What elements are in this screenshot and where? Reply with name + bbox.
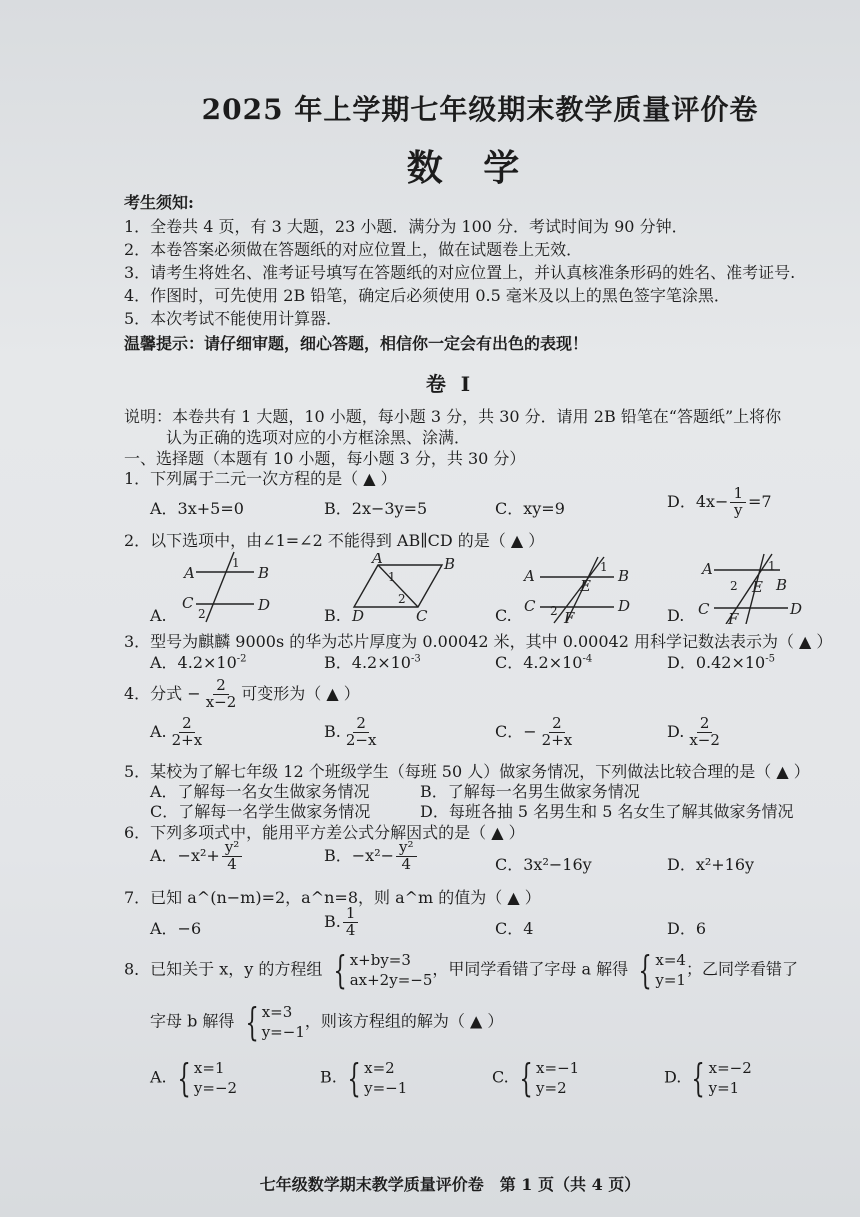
- q2-figure-b: [346, 553, 466, 627]
- q2-figure-d: [698, 552, 808, 628]
- q7-b-den: 4: [345, 920, 356, 939]
- fig-label-d: D: [790, 600, 803, 618]
- q3-c-exp: -4: [582, 653, 593, 665]
- q3-b-base: B．4.2×10: [324, 653, 411, 672]
- q2-option-c: C.: [495, 606, 512, 625]
- q3-b-exp: -3: [410, 653, 421, 665]
- q7-b-num: 1: [343, 906, 359, 923]
- page-footer: 七年级数学期末教学质量评价卷 第 1 页（共 4 页）: [259, 1175, 641, 1194]
- q8-line2-post: ，则该方程组的解为（ ▲ ）: [304, 1011, 504, 1031]
- q2-figure-c: [520, 553, 640, 629]
- q8-opt-row: x=2: [364, 1059, 395, 1077]
- q8-sys-row: ax+2y=−5: [349, 971, 433, 989]
- q8-opt-row: y=1: [708, 1079, 740, 1097]
- q8-a-solution: { x=4 y=1: [638, 948, 686, 992]
- q6-b-fraction: [396, 840, 417, 873]
- fig-label-c: C: [416, 607, 428, 623]
- q7-b-label: B.: [324, 911, 341, 931]
- angle-1-label: 1: [388, 570, 396, 584]
- q4-c-label: C．−: [495, 721, 537, 741]
- q6-b-base: B．−x²−: [324, 845, 395, 865]
- q6-b-num: y²: [396, 840, 417, 857]
- notice-item: 3．请考生将姓名、准考证号填写在答题纸的对应位置上，并认真核准条形码的姓名、准考证号.: [124, 263, 796, 282]
- q4-option-a: [150, 716, 207, 749]
- q4-option-d: [667, 716, 725, 749]
- q7-option-d: D．6: [667, 919, 707, 938]
- fig-label-b: B: [258, 564, 270, 582]
- q6-a-fraction: [222, 840, 243, 873]
- q4-a-num: 2: [179, 716, 195, 733]
- question-4-stem: [124, 678, 360, 711]
- q8-opt-row: x=1: [193, 1059, 225, 1077]
- q3-d-exp: -5: [765, 653, 775, 665]
- angle-2-label: 2: [550, 604, 558, 618]
- q8-stem-mid: ，甲同学看错了字母 a 解得: [432, 959, 629, 979]
- q8-b-solution: { x=3 y=−1: [244, 1000, 305, 1044]
- q1-d-suffix: =7: [748, 491, 772, 511]
- q8-sys-row: x+by=3: [349, 951, 411, 969]
- q4-d-fraction: [686, 716, 723, 749]
- q8-a-row: y=1: [655, 971, 686, 989]
- exam-title: 2025 年上学期七年级期末教学质量评价卷: [201, 93, 759, 126]
- section-desc: 说明：本卷共有 1 大题，10 小题，每小题 3 分，共 30 分．请用 2B 铅笔在“答题纸”上将你: [124, 407, 782, 426]
- q8-stem-end: ；乙同学看错了: [685, 959, 798, 979]
- q6-a-num: y²: [222, 840, 243, 857]
- q4-den: x−2: [205, 692, 237, 711]
- q4-d-label: D.: [667, 721, 685, 741]
- q8-b-row: y=−1: [261, 1023, 305, 1041]
- fig-label-d: D: [352, 607, 365, 623]
- q8-opt-row: y=2: [536, 1079, 567, 1097]
- q8-system: { x+by=3 ax+2y=−5: [332, 948, 433, 992]
- q3-c-base: C．4.2×10: [495, 653, 583, 672]
- q5-option-c: C．了解每一名学生做家务情况: [150, 802, 371, 821]
- question-7-stem: 7．已知 a^(n−m)=2，a^n=8，则 a^m 的值为（ ▲ ）: [124, 888, 541, 907]
- q8-opt-row: y=−2: [193, 1079, 238, 1097]
- fig-label-f: F: [728, 610, 739, 624]
- question-6-stem: 6．下列多项式中，能用平方差公式分解因式的是（ ▲ ）: [124, 823, 525, 842]
- q6-option-a: [150, 840, 244, 873]
- fig-label-a: A: [184, 564, 195, 582]
- fig-label-d: D: [618, 597, 631, 615]
- q6-b-den: 4: [401, 854, 412, 873]
- q8-a-row: x=4: [655, 951, 686, 969]
- q5-option-b: B．了解每一名男生做家务情况: [420, 782, 640, 801]
- q8-c-system: { x=−1 y=2: [519, 1056, 580, 1100]
- notice-item: 4．作图时，可先使用 2B 铅笔，确定后必须使用 0.5 毫米及以上的黑色签字笔涂黑．: [124, 286, 730, 305]
- q1-d-num: 1: [730, 486, 746, 503]
- question-1-stem: 1．下列属于二元一次方程的是（ ▲ ）: [124, 469, 397, 488]
- q8-d-system: { x=−2 y=1: [691, 1056, 752, 1100]
- q1-option-a: A．3x+5=0: [150, 499, 244, 518]
- q5-option-d: D．每班各抽 5 名男生和 5 名女生了解其做家务情况: [420, 802, 794, 821]
- q4-c-fraction: [539, 716, 576, 749]
- q8-option-d: [664, 1058, 752, 1098]
- q2-figure-a: [176, 550, 286, 629]
- q1-option-b: B．2x−3y=5: [324, 499, 428, 518]
- fig-label-c: C: [698, 600, 710, 618]
- q8-b-label: B.: [320, 1067, 337, 1087]
- q4-b-fraction: [343, 716, 380, 749]
- q4-option-b: [324, 716, 381, 749]
- q7-option-b: [324, 906, 360, 939]
- q1-option-d: [667, 486, 772, 519]
- notice-item: 5．本次考试不能使用计算器．: [124, 309, 343, 328]
- subject-title: 数 学: [406, 147, 534, 189]
- q7-option-a: A．−6: [150, 919, 202, 938]
- q2-option-b: B.: [324, 606, 341, 625]
- notice-heading: 考生须知:: [124, 193, 194, 212]
- q8-opt-row: y=−1: [364, 1079, 408, 1097]
- q4-num: 2: [213, 678, 229, 695]
- fig-label-c: C: [524, 597, 536, 615]
- q4-a-den: 2+x: [171, 730, 203, 749]
- q6-a-den: 4: [227, 854, 237, 873]
- fig-label-e: E: [580, 577, 591, 595]
- q8-b-system: { x=2 y=−1: [347, 1056, 408, 1100]
- q4-d-den: x−2: [689, 730, 720, 749]
- q8-a-label: A.: [150, 1067, 167, 1087]
- fig-label-a: A: [524, 567, 535, 585]
- q8-option-a: [150, 1058, 237, 1098]
- fig-label-b: B: [618, 567, 630, 585]
- q2-option-a: A.: [150, 606, 167, 625]
- q8-stem-pre: 8．已知关于 x，y 的方程组: [124, 959, 323, 979]
- q8-line2-pre: 字母 b 解得: [150, 1011, 235, 1031]
- q1-d-prefix: D．4x−: [667, 491, 729, 511]
- angle-1-label: 1: [600, 560, 608, 574]
- question-2-stem: 2．以下选项中，由∠1=∠2 不能得到 AB∥CD 的是（ ▲ ）: [124, 531, 545, 550]
- q8-d-label: D.: [664, 1067, 682, 1087]
- angle-2-label: 2: [198, 607, 206, 621]
- q8-opt-row: x=−1: [536, 1059, 580, 1077]
- q3-option-a: [150, 650, 247, 673]
- q5-option-a: A．了解每一名女生做家务情况: [150, 782, 370, 801]
- notice-item: 1．全卷共 4 页，有 3 大题，23 小题．满分为 100 分．考试时间为 90 分钟．: [124, 217, 688, 236]
- q8-b-row: x=3: [261, 1003, 293, 1021]
- q4-stem-pre: 4．分式 −: [124, 683, 201, 703]
- section-desc-cont: 认为正确的选项对应的小方框涂黑、涂满．: [166, 428, 471, 447]
- q6-option-c: C．3x²−16y: [495, 855, 592, 874]
- q4-d-num: 2: [697, 716, 713, 733]
- q1-option-c: C．xy=9: [495, 499, 565, 518]
- angle-1-label: 1: [768, 559, 776, 573]
- q7-b-fraction: [343, 906, 359, 939]
- q1-d-fraction: [730, 486, 746, 519]
- q8-option-b: [320, 1058, 407, 1098]
- q6-option-d: D．x²+16y: [667, 855, 755, 874]
- part-heading: 一、选择题（本题有 10 小题，每小题 3 分，共 30 分）: [124, 449, 526, 468]
- fig-label-b: B: [444, 555, 456, 573]
- angle-1-label: 1: [232, 556, 240, 570]
- question-5-stem: 5．某校为了解七年级 12 个班级学生（每班 50 人）做家务情况，下列做法比较合理的是（ ▲ ）: [124, 762, 810, 781]
- q4-b-label: B.: [324, 721, 341, 741]
- fig-label-c: C: [182, 594, 194, 612]
- q3-a-exp: -2: [236, 653, 247, 665]
- q4-b-num: 2: [353, 716, 369, 733]
- q3-d-base: D．0.42×10: [667, 653, 766, 672]
- fig-label-f: F: [564, 609, 575, 625]
- angle-2-label: 2: [398, 592, 406, 606]
- q6-a-base: A．−x²+: [150, 845, 220, 865]
- q8-a-system: { x=1 y=−2: [177, 1056, 238, 1100]
- angle-2-label: 2: [730, 579, 738, 593]
- notice-item: 2．本卷答案必须做在答题纸的对应位置上，做在试题卷上无效．: [124, 240, 583, 259]
- q4-stem-fraction: [203, 678, 240, 711]
- q4-c-num: 2: [549, 716, 565, 733]
- q3-a-base: A．4.2×10: [150, 653, 237, 672]
- q8-opt-row: x=−2: [708, 1059, 752, 1077]
- q1-d-den: y: [733, 500, 743, 519]
- fig-label-b: B: [776, 576, 788, 594]
- fig-label-a: A: [702, 560, 713, 578]
- q7-option-c: C．4: [495, 919, 534, 938]
- q6-option-b: [324, 840, 419, 873]
- q3-option-c: [495, 650, 592, 673]
- fig-label-a: A: [372, 553, 383, 567]
- q4-option-c: [495, 716, 577, 749]
- q4-a-fraction: [169, 716, 206, 749]
- q4-a-label: A.: [150, 721, 167, 741]
- question-8-stem: [124, 950, 798, 990]
- tip-text: 温馨提示：请仔细审题，细心答题，相信你一定会有出色的表现！: [124, 334, 589, 353]
- fig-label-e: E: [752, 578, 763, 596]
- q3-option-d: [667, 650, 775, 673]
- fig-label-d: D: [258, 596, 271, 614]
- q3-option-b: [324, 650, 421, 673]
- question-8-stem-cont: [150, 1002, 503, 1042]
- question-3-stem: 3．型号为麒麟 9000s 的华为芯片厚度为 0.00042 米，其中 0.00042 用科学记数法表示为（ ▲ ）: [124, 632, 833, 651]
- q4-c-den: 2+x: [541, 730, 573, 749]
- q8-option-c: [492, 1058, 579, 1098]
- q4-b-den: 2−x: [345, 730, 377, 749]
- q8-c-label: C.: [492, 1067, 509, 1087]
- q4-stem-post: 可变形为（ ▲ ）: [241, 683, 360, 703]
- q2-option-d: D.: [667, 606, 685, 625]
- section-title: 卷 I: [425, 372, 475, 396]
